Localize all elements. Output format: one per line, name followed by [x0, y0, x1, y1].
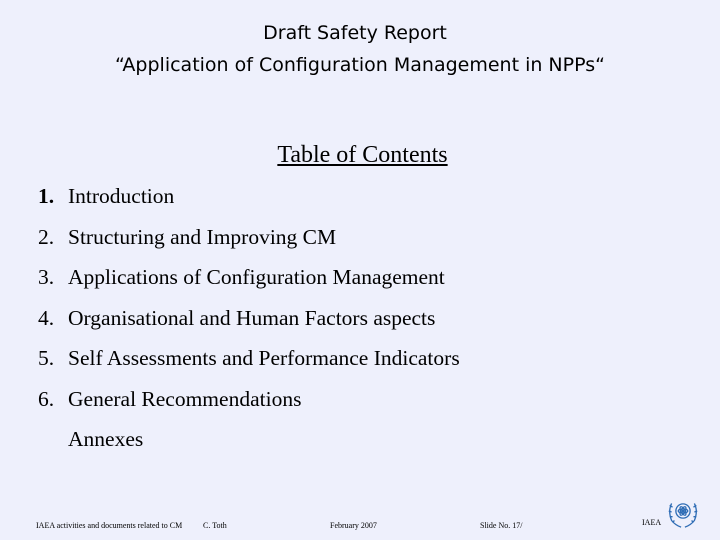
toc-item-label: Annexes [68, 427, 144, 451]
toc-item-label: Organisational and Human Factors aspects [68, 305, 436, 330]
iaea-logo-icon [664, 492, 702, 530]
toc-item-label: Structuring and Improving CM [68, 224, 337, 249]
toc-item-number: 6. [38, 386, 55, 411]
slide-title-line2: “Application of Configuration Management in NPPs“ [115, 54, 605, 76]
toc-item [38, 387, 460, 428]
toc-item-label: Applications of Configuration Management [68, 265, 445, 289]
toc-item [38, 346, 460, 387]
toc-item-number: 5. [38, 346, 55, 370]
toc-item-label: General Recommendations [68, 386, 302, 411]
toc-item-number: 2. [38, 224, 55, 249]
footer-organization: IAEA [642, 518, 662, 527]
footer-document-title: IAEA activities and documents related to CM [36, 521, 183, 530]
toc-item [38, 427, 460, 468]
toc-item [38, 184, 460, 225]
toc-item [38, 265, 460, 306]
toc-item-number: 3. [38, 265, 55, 289]
footer-date: February 2007 [330, 521, 377, 530]
toc-item-label: Introduction [68, 184, 175, 208]
footer-author: C. Toth [203, 521, 227, 530]
toc-item-number: 1. [38, 184, 55, 208]
toc-list [38, 184, 460, 468]
toc-item-label: Self Assessments and Performance Indicators [68, 346, 460, 370]
toc-item [38, 225, 460, 266]
footer-slide-number: Slide No. 17/ [480, 521, 523, 530]
toc-item-number: 4. [38, 305, 55, 330]
toc-item [38, 306, 460, 347]
slide-title-line1: Draft Safety Report [263, 22, 447, 44]
toc-heading: Table of Contents [277, 142, 448, 168]
